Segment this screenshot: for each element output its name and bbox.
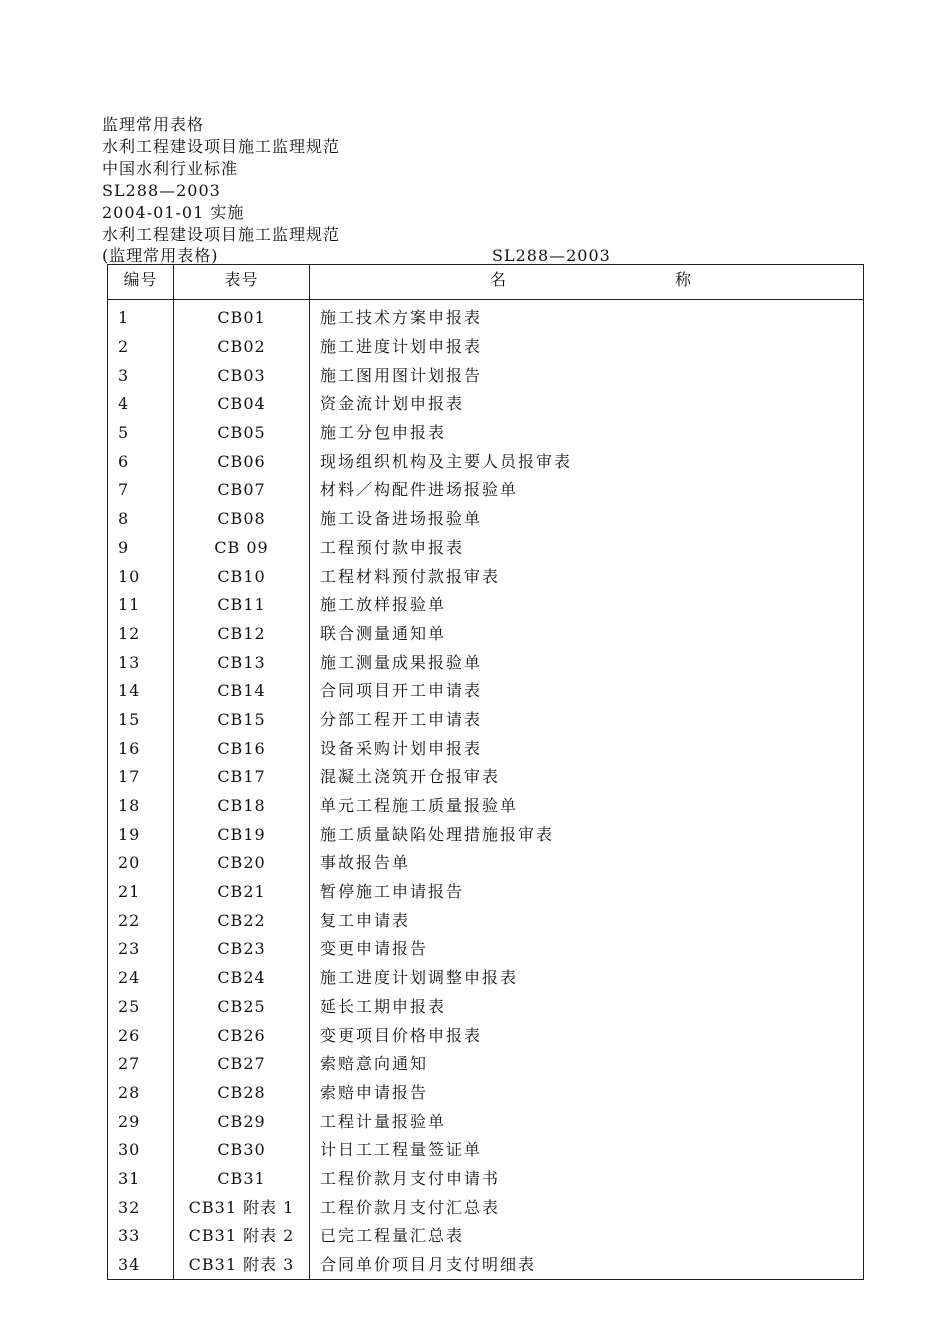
row-form-code: CB06	[174, 447, 310, 476]
row-form-code: CB16	[174, 734, 310, 763]
row-form-title: 施工图用图计划报告	[310, 361, 864, 390]
row-number: 19	[108, 820, 174, 849]
table-row	[108, 534, 864, 563]
row-form-title: 合同项目开工申请表	[310, 677, 864, 706]
row-form-code: CB10	[174, 562, 310, 591]
row-form-title: 施工分包申报表	[310, 419, 864, 448]
row-form-code: CB26	[174, 1021, 310, 1050]
table-caption	[102, 246, 862, 266]
table-row	[108, 390, 864, 419]
row-form-code: CB21	[174, 878, 310, 907]
table-row	[108, 419, 864, 448]
table-row	[108, 1136, 864, 1165]
table-row	[108, 1050, 864, 1079]
row-form-code: CB01	[174, 300, 310, 333]
row-form-title: 联合测量通知单	[310, 620, 864, 649]
row-number: 20	[108, 849, 174, 878]
row-form-code: CB14	[174, 677, 310, 706]
table-row	[108, 447, 864, 476]
row-form-code: CB24	[174, 964, 310, 993]
header-line-spec-repeat: 水利工程建设项目施工监理规范	[102, 225, 341, 244]
table-row	[108, 1107, 864, 1136]
table-body	[108, 300, 864, 1280]
row-form-title: 复工申请表	[310, 906, 864, 935]
row-form-code: CB18	[174, 792, 310, 821]
table-row	[108, 648, 864, 677]
table-row	[108, 792, 864, 821]
row-form-code: CB31 附表 2	[174, 1222, 310, 1251]
table-row	[108, 361, 864, 390]
table-row	[108, 820, 864, 849]
table-row	[108, 906, 864, 935]
row-form-title: 施工进度计划申报表	[310, 333, 864, 362]
row-form-code: CB13	[174, 648, 310, 677]
row-form-code: CB28	[174, 1079, 310, 1108]
caption-forms: (监理常用表格)	[102, 246, 219, 265]
caption-code: SL288—2003	[492, 246, 611, 265]
row-number: 6	[108, 447, 174, 476]
row-form-title: 暂停施工申请报告	[310, 878, 864, 907]
row-number: 32	[108, 1193, 174, 1222]
row-form-code: CB30	[174, 1136, 310, 1165]
row-form-code: CB29	[174, 1107, 310, 1136]
header-line-effective-date: 2004-01-01 实施	[102, 203, 245, 222]
row-form-code: CB02	[174, 333, 310, 362]
row-number: 31	[108, 1165, 174, 1194]
row-number: 1	[108, 300, 174, 333]
row-form-title: 施工质量缺陷处理措施报审表	[310, 820, 864, 849]
row-number: 15	[108, 706, 174, 735]
row-form-code: CB11	[174, 591, 310, 620]
row-number: 14	[108, 677, 174, 706]
table-row	[108, 1193, 864, 1222]
table-row	[108, 620, 864, 649]
row-form-code: CB08	[174, 505, 310, 534]
row-form-code: CB31	[174, 1165, 310, 1194]
row-form-title: 变更项目价格申报表	[310, 1021, 864, 1050]
row-number: 27	[108, 1050, 174, 1079]
table-row	[108, 964, 864, 993]
header-line-standard: 中国水利行业标准	[102, 159, 239, 178]
table-row	[108, 505, 864, 534]
row-form-title: 施工设备进场报验单	[310, 505, 864, 534]
row-form-title: 工程材料预付款报审表	[310, 562, 864, 591]
row-number: 2	[108, 333, 174, 362]
row-number: 7	[108, 476, 174, 505]
header-name	[310, 265, 864, 300]
row-form-title: 工程预付款申报表	[310, 534, 864, 563]
row-form-title: 变更申请报告	[310, 935, 864, 964]
row-number: 24	[108, 964, 174, 993]
row-number: 21	[108, 878, 174, 907]
row-form-code: CB27	[174, 1050, 310, 1079]
row-number: 28	[108, 1079, 174, 1108]
row-number: 29	[108, 1107, 174, 1136]
header-line-spec: 水利工程建设项目施工监理规范	[102, 137, 341, 156]
row-form-title: 施工进度计划调整申报表	[310, 964, 864, 993]
row-number: 5	[108, 419, 174, 448]
row-form-title: 材料／构配件进场报验单	[310, 476, 864, 505]
table-header-row	[108, 265, 864, 300]
row-form-code: CB22	[174, 906, 310, 935]
table-row	[108, 1165, 864, 1194]
row-form-title: 现场组织机构及主要人员报审表	[310, 447, 864, 476]
row-form-code: CB20	[174, 849, 310, 878]
row-number: 33	[108, 1222, 174, 1251]
row-form-code: CB25	[174, 993, 310, 1022]
row-form-title: 施工放样报验单	[310, 591, 864, 620]
row-form-title: 计日工工程量签证单	[310, 1136, 864, 1165]
row-form-title: 混凝土浇筑开仓报审表	[310, 763, 864, 792]
row-form-title: 施工测量成果报验单	[310, 648, 864, 677]
row-form-title: 设备采购计划申报表	[310, 734, 864, 763]
row-number: 16	[108, 734, 174, 763]
header-num: 编号	[108, 265, 174, 300]
row-number: 10	[108, 562, 174, 591]
row-form-code: CB23	[174, 935, 310, 964]
row-form-title: 资金流计划申报表	[310, 390, 864, 419]
row-form-code: CB15	[174, 706, 310, 735]
row-form-code: CB05	[174, 419, 310, 448]
table-row	[108, 734, 864, 763]
table-row	[108, 562, 864, 591]
table-row	[108, 763, 864, 792]
row-form-title: 事故报告单	[310, 849, 864, 878]
row-form-code: CB07	[174, 476, 310, 505]
row-form-code: CB31 附表 3	[174, 1251, 310, 1280]
table-row	[108, 1079, 864, 1108]
table-row	[108, 878, 864, 907]
table-row	[108, 677, 864, 706]
forms-table	[107, 264, 864, 1280]
row-number: 11	[108, 591, 174, 620]
header-line-forms: 监理常用表格	[102, 115, 205, 134]
row-number: 25	[108, 993, 174, 1022]
row-number: 12	[108, 620, 174, 649]
row-form-title: 索赔意向通知	[310, 1050, 864, 1079]
row-form-code: CB 09	[174, 534, 310, 563]
document-header	[102, 114, 340, 246]
row-form-title: 延长工期申报表	[310, 993, 864, 1022]
row-number: 23	[108, 935, 174, 964]
row-form-title: 单元工程施工质量报验单	[310, 792, 864, 821]
table-row	[108, 476, 864, 505]
row-number: 13	[108, 648, 174, 677]
table-row	[108, 591, 864, 620]
row-form-title: 分部工程开工申请表	[310, 706, 864, 735]
header-code: 表号	[174, 265, 310, 300]
table-row	[108, 300, 864, 333]
row-number: 34	[108, 1251, 174, 1280]
table-row	[108, 1021, 864, 1050]
row-form-code: CB17	[174, 763, 310, 792]
row-form-code: CB04	[174, 390, 310, 419]
header-line-code: SL288—2003	[102, 181, 221, 200]
table-row	[108, 849, 864, 878]
table-row	[108, 1251, 864, 1280]
row-number: 26	[108, 1021, 174, 1050]
row-number: 30	[108, 1136, 174, 1165]
row-form-title: 索赔申请报告	[310, 1079, 864, 1108]
table-row	[108, 935, 864, 964]
table-row	[108, 333, 864, 362]
row-number: 22	[108, 906, 174, 935]
row-number: 17	[108, 763, 174, 792]
table-row	[108, 993, 864, 1022]
row-number: 9	[108, 534, 174, 563]
row-form-code: CB31 附表 1	[174, 1193, 310, 1222]
row-number: 3	[108, 361, 174, 390]
row-number: 8	[108, 505, 174, 534]
row-form-title: 施工技术方案申报表	[310, 300, 864, 333]
table-row	[108, 1222, 864, 1251]
row-form-title: 工程价款月支付申请书	[310, 1165, 864, 1194]
table-row	[108, 706, 864, 735]
row-form-code: CB19	[174, 820, 310, 849]
row-form-code: CB03	[174, 361, 310, 390]
row-form-title: 已完工程量汇总表	[310, 1222, 864, 1251]
row-number: 18	[108, 792, 174, 821]
row-form-title: 工程计量报验单	[310, 1107, 864, 1136]
header-name-a: 名	[490, 270, 508, 289]
row-form-title: 合同单价项目月支付明细表	[310, 1251, 864, 1280]
row-number: 4	[108, 390, 174, 419]
header-name-b: 称	[675, 270, 693, 289]
row-form-code: CB12	[174, 620, 310, 649]
row-form-title: 工程价款月支付汇总表	[310, 1193, 864, 1222]
